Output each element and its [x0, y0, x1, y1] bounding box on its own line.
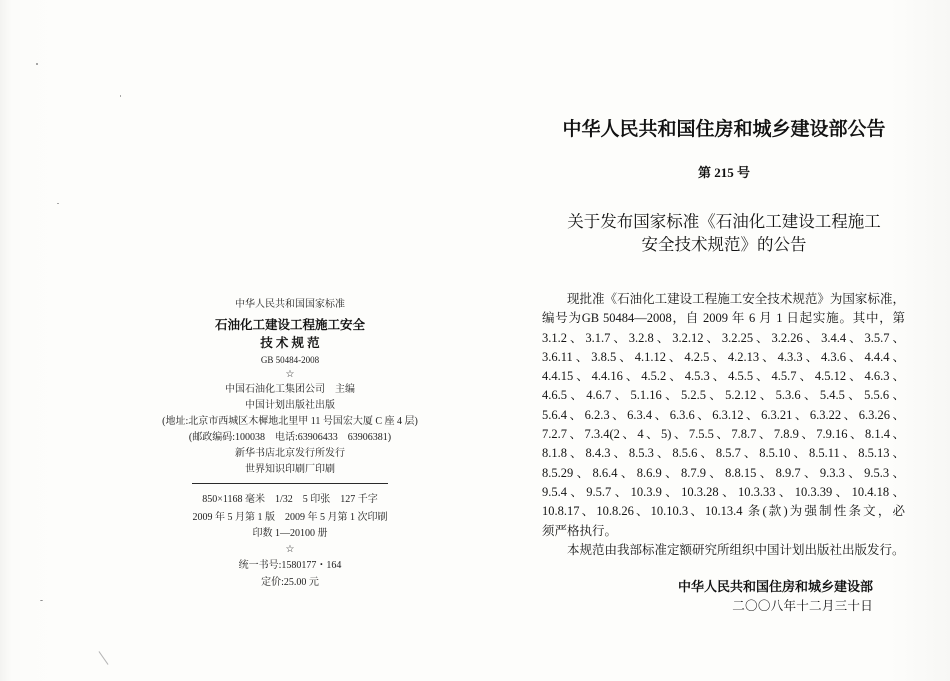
- star-divider: ☆: [285, 544, 295, 555]
- announcement-subtitle-line: 安全技术规范》的公告: [641, 235, 807, 254]
- body-line: 须严格执行。: [542, 523, 618, 538]
- body-line: 现批准《石油化工建设工程施工安全技术规范》为国家标准，: [567, 292, 905, 306]
- scan-speck: [40, 600, 43, 601]
- publisher-address: (地址:北京市西城区木樨地北里甲 11 号国宏大厦 C 座 4 层): [162, 416, 418, 427]
- standard-series-label: 中华人民共和国国家标准: [235, 299, 345, 310]
- book-title-line-2: 技 术 规 范: [260, 336, 320, 350]
- distributor: 新华书店北京发行所发行: [235, 448, 345, 459]
- body-line: 5.6.4、6.2.3、6.3.4、6.3.6、6.3.12、6.3.21、6.3.22、6.3.26、: [542, 407, 905, 422]
- scan-speck: [36, 63, 38, 65]
- scan-scratch: [99, 651, 109, 665]
- announcement-title: 中华人民共和国住房和城乡建设部公告: [562, 119, 886, 140]
- chief-editor: 中国石油化工集团公司 主编: [225, 384, 355, 395]
- body-line: 10.8.17、10.8.26、10.10.3、10.13.4 条(款)为强制性条文，必: [542, 504, 905, 519]
- issuing-authority: 中华人民共和国住房和城乡建设部: [677, 579, 873, 594]
- body-line: 9.5.4、9.5.7、10.3.9、10.3.28、10.3.33、10.3.39、10.4.18、: [542, 484, 905, 499]
- book-title-line-1: 石油化工建设工程施工安全: [214, 318, 365, 332]
- body-line: 7.2.7、7.3.4(2、4、5)、7.5.5、7.8.7、7.8.9、7.9.16、8.1.4、: [542, 427, 905, 442]
- printer: 世界知识印刷厂印刷: [245, 464, 335, 475]
- announcement-number: 第 215 号: [697, 165, 750, 180]
- body-line: 4.6.5、4.6.7、5.1.16、5.2.5、5.2.12、5.3.6、5.4.5、5.5.6、: [542, 388, 905, 403]
- publisher: 中国计划出版社出版: [245, 400, 335, 411]
- announcement-body: [542, 290, 905, 560]
- closing-paragraph: 本规范由我部标准定额研究所组织中国计划出版社出版发行。: [567, 542, 905, 557]
- body-line: 8.1.8、8.4.3、8.5.3、8.5.6、8.5.7、8.5.10、8.5.11、8.5.13、: [542, 446, 905, 461]
- format-info: 850×1168 毫米 1/32 5 印张 127 千字: [202, 494, 378, 505]
- standard-code: GB 50484-2008: [260, 355, 320, 365]
- body-line: 8.5.29、8.6.4、8.6.9、8.7.9、8.8.15、8.9.7、9.3.3、9.5.3、: [542, 465, 905, 480]
- price: 定价:25.00 元: [261, 577, 319, 588]
- print-run: 印数 1—20100 册: [252, 528, 328, 539]
- edition-info: 2009 年 5 月第 1 版 2009 年 5 月第 1 次印刷: [192, 512, 388, 523]
- publisher-contact: (邮政编码:100038 电话:63906433 63906381): [188, 432, 392, 443]
- body-line: 3.6.11、3.8.5、4.1.12、4.2.5、4.2.13、4.3.3、4.3.6、4.4.4、: [542, 349, 905, 364]
- body-line: 编号为GB 50484—2008，自 2009 年 6 月 1 日起实施。其中，第: [542, 311, 905, 326]
- imprint-divider: [192, 483, 388, 484]
- star-divider: ☆: [285, 369, 295, 380]
- announcement-subtitle-line: 关于发布国家标准《石油化工建设工程施工: [567, 212, 881, 231]
- body-line: 4.4.15、4.4.16、4.5.2、4.5.3、4.5.5、4.5.7、4.5.12、4.6.3、: [542, 369, 905, 384]
- scan-speck: [120, 95, 121, 97]
- book-number: 统一书号:1580177・164: [238, 560, 342, 571]
- issue-date: 二〇〇八年十二月三十日: [732, 599, 873, 613]
- body-line: 3.1.2、3.1.7、3.2.8、3.2.12、3.2.25、3.2.26、3.4.4、3.5.7、: [542, 330, 905, 345]
- scan-speck: [57, 203, 59, 204]
